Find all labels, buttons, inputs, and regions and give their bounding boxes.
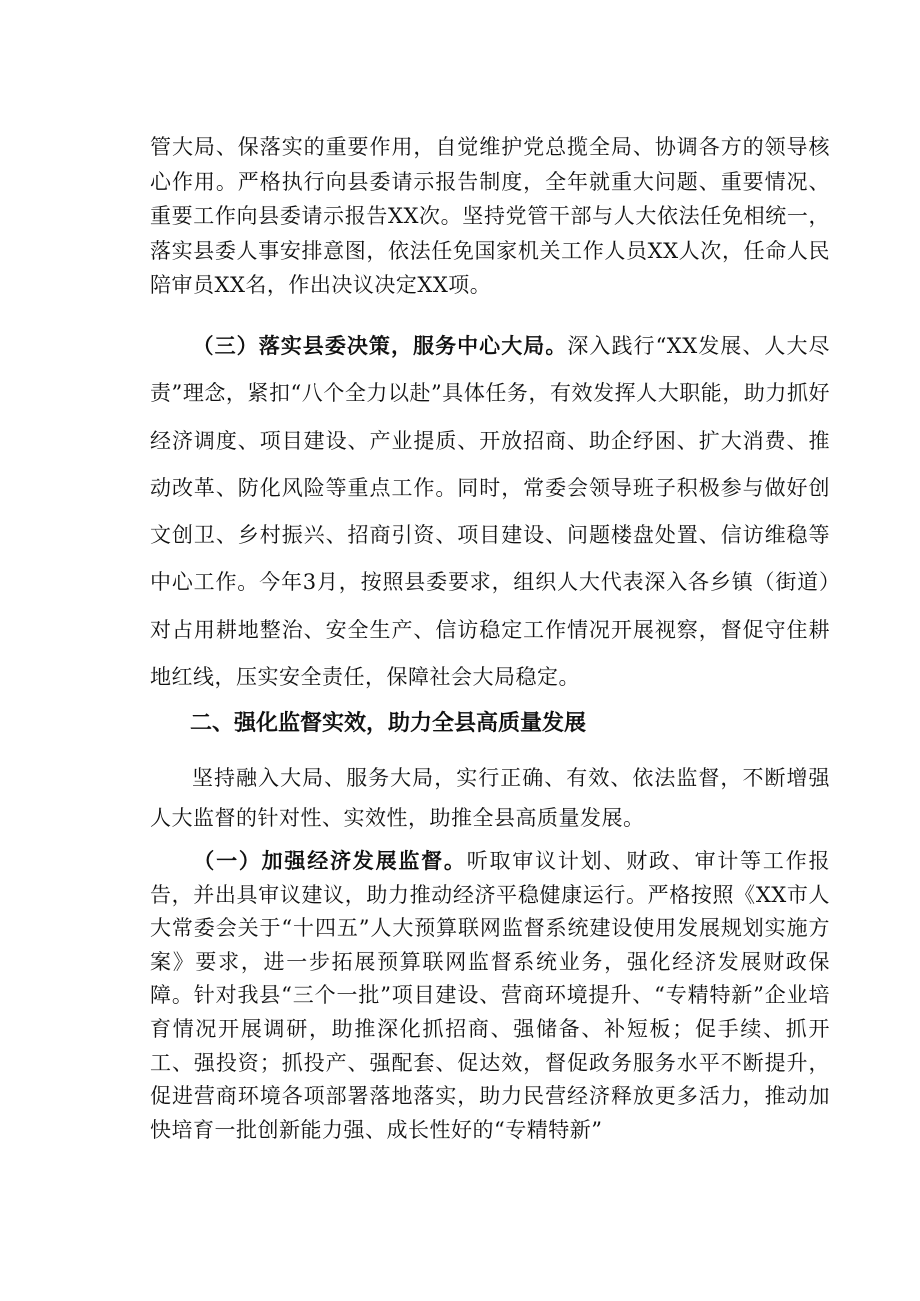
paragraph-section-three (150, 322, 830, 701)
paragraph-lead-heading: （三）落实县委决策，服务中心大局。 (192, 333, 568, 358)
paragraph-text: 深入践行“XX发展、人大尽责”理念，紧扣“八个全力以赴”具体任务，有效发挥人大职能，助力抓好经济调度、项目建设、产业提质、开放招商、助企纾困、扩大消费、推动改革、防化风险等重点工作。同时，常委会领导班子积极参与做好创文创卫、乡村振兴、招商引资、项目建设、问题楼盘处置、信访维稳等中心工作。今年3月，按照县委要求，组织人大代表深入各乡镇（街道）对占用耕地整治、安全生产、信访稳定工作情况开展视察，督促守住耕地红线，压实安全责任，保障社会大局稳定。 (150, 334, 830, 690)
paragraph-text: 坚持融入大局、服务大局，实行正确、有效、依法监督，不断增强人大监督的针对性、实效性，助推全县高质量发展。 (150, 766, 830, 830)
paragraph-section-one (150, 844, 830, 1147)
paragraph-lead-heading: （一）加强经济发展监督。 (192, 848, 467, 873)
paragraph-text: 听取审议计划、财政、审计等工作报告，并出具审议建议，助力推动经济平稳健康运行。严格按照《XX市人大常委会关于“十四五”人大预算联网监督系统建设使用发展规划实施方案》要求，进一步拓展预算联网监督系统业务，强化经济发展财政保障。针对我县“三个一批”项目建设、营商环境提升、“专精特新”企业培育情况开展调研，助推深化抓招商、强储备、补短板；促手续、抓开工、强投资；抓投产、强配套、促达效，督促政务服务水平不断提升，促进营商环境各项部署落地落实，助力民营经济释放更多活力，推动加快培育一批创新能力强、成长性好的“专精特新” (150, 849, 831, 1142)
section-heading: 二、强化监督实效，助力全县高质量发展 (190, 711, 587, 736)
paragraph-continuation (150, 130, 830, 303)
paragraph-text: 管大局、保落实的重要作用，自觉维护党总揽全局、协调各方的领导核心作用。严格执行向县委请示报告制度，全年就重大问题、重要情况、重要工作向县委请示报告XX次。坚持党管干部与人大依法任免相统一，落实县委人事安排意图，依法任免国家机关工作人员XX人次，任命人民陪审员XX名，作出决议决定XX项。 (150, 135, 830, 297)
paragraph-intro (150, 758, 830, 838)
